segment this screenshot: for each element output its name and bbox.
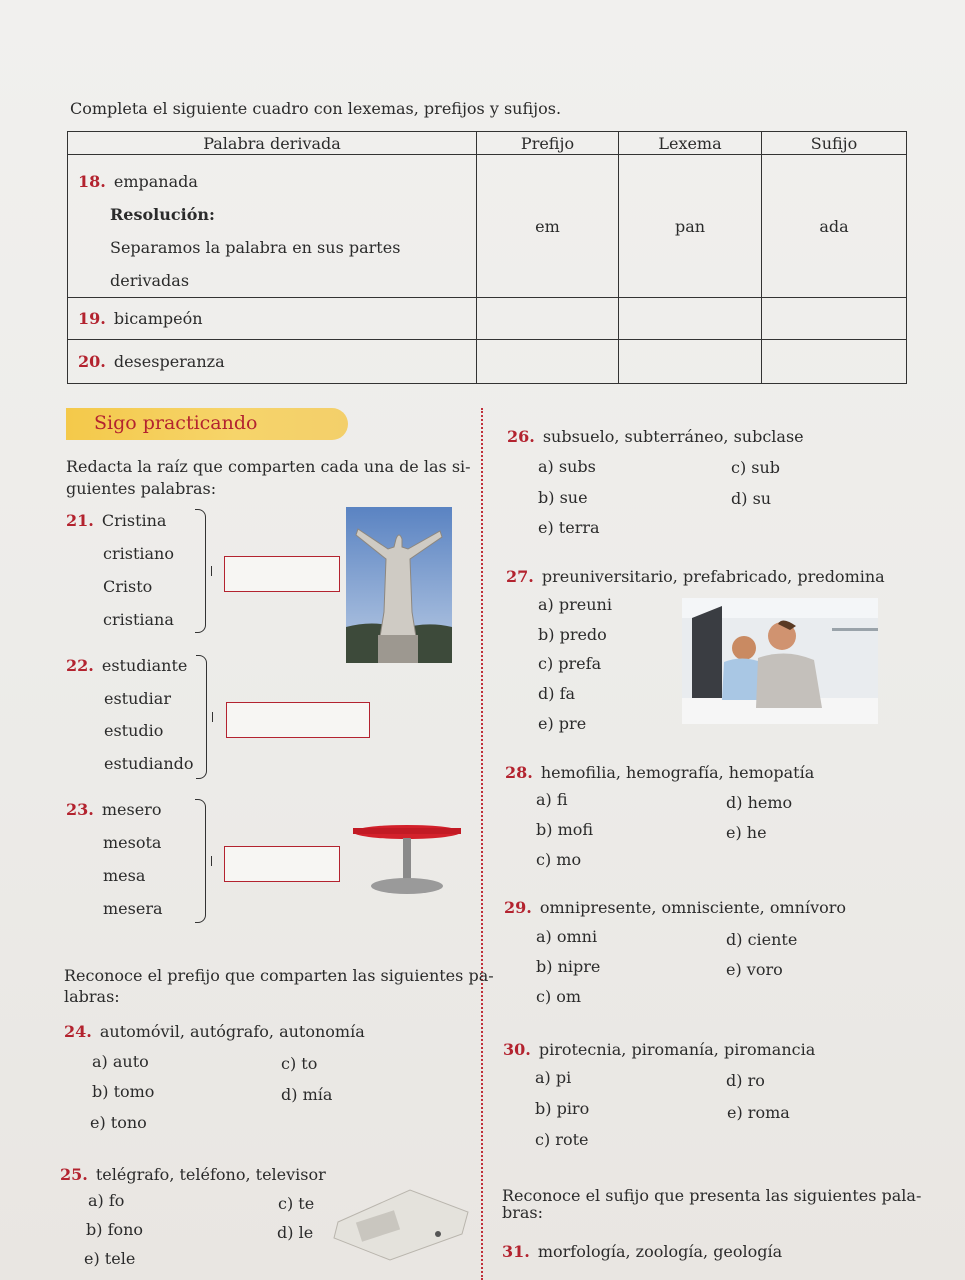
q27-text: preuniversitario, prefabricado, predomina	[541, 567, 885, 586]
row19-prefijo-input[interactable]	[477, 298, 619, 340]
table-furniture-image	[352, 822, 462, 898]
q30-option-d[interactable]: d) ro	[726, 1071, 765, 1090]
q21-word-3: Cristo	[103, 577, 153, 596]
q28-text: hemofilia, hemografía, hemopatía	[540, 763, 815, 782]
q21-answer-box[interactable]	[224, 556, 340, 592]
q26-number: 26.	[507, 427, 535, 446]
q27-option-e[interactable]: e) pre	[538, 714, 587, 733]
row20-lexema-input[interactable]	[619, 340, 762, 384]
header-palabra: Palabra derivada	[68, 132, 477, 155]
q24-option-c[interactable]: c) to	[281, 1054, 318, 1073]
row18-word-cell	[68, 155, 477, 298]
q30-question	[503, 1040, 815, 1060]
q29-question	[504, 898, 846, 918]
q26-option-e[interactable]: e) terra	[538, 518, 600, 537]
row18-lexema: pan	[619, 155, 762, 298]
header-sufijo: Sufijo	[762, 132, 907, 155]
resolution-text: Separamos la palabra en sus partes derivadas	[110, 238, 401, 290]
q19-word: bicampeón	[113, 309, 203, 328]
q30-number: 30.	[503, 1040, 531, 1059]
q20-number: 20.	[78, 352, 106, 371]
q28-option-c[interactable]: c) mo	[536, 850, 582, 869]
q19-number: 19.	[78, 309, 106, 328]
instruction-roots-line1: Redacta la raíz que comparten cada una de las si-	[66, 457, 471, 476]
q24-number: 24.	[64, 1022, 92, 1041]
q27-option-b[interactable]: b) predo	[538, 625, 607, 644]
q29-option-a[interactable]: a) omni	[536, 927, 598, 946]
q29-option-e[interactable]: e) voro	[726, 960, 783, 979]
table-row	[68, 155, 907, 298]
instruction-prefix-line2: labras:	[64, 987, 120, 1006]
banner-title: Sigo practicando	[94, 412, 258, 434]
q20-word: desesperanza	[113, 352, 225, 371]
q25-option-d[interactable]: d) le	[277, 1223, 314, 1242]
q28-question	[505, 763, 814, 783]
q25-number: 25.	[60, 1165, 88, 1184]
q22-number: 22.	[66, 656, 94, 675]
q25-option-e[interactable]: e) tele	[84, 1249, 136, 1268]
q23-word-1	[66, 800, 161, 820]
table-header-row	[68, 132, 907, 155]
q30-option-e[interactable]: e) roma	[727, 1103, 790, 1122]
q22-word-1	[66, 656, 187, 676]
instruction-prefix-line1: Reconoce el prefijo que comparten las siguientes pa-	[64, 966, 494, 985]
q30-option-b[interactable]: b) piro	[535, 1099, 590, 1118]
q29-text: omnipresente, omnisciente, omnívoro	[539, 898, 847, 917]
q21-number: 21.	[66, 511, 94, 530]
instruction-suffix-line1: Reconoce el sufijo que presenta las siguientes pala-	[502, 1186, 922, 1205]
column-divider	[481, 408, 483, 1280]
q22-word-3: estudio	[104, 721, 164, 740]
row20-sufijo-input[interactable]	[762, 340, 907, 384]
row19-word-cell	[68, 298, 477, 340]
q28-option-e[interactable]: e) he	[726, 823, 767, 842]
q24-option-a[interactable]: a) auto	[92, 1052, 149, 1071]
q30-text: pirotecnia, piromanía, piromancia	[538, 1040, 816, 1059]
q29-option-c[interactable]: c) om	[536, 987, 582, 1006]
q21-brace	[195, 509, 206, 633]
q27-number: 27.	[506, 567, 534, 586]
q21-word-4: cristiana	[103, 610, 174, 629]
q28-option-b[interactable]: b) mofi	[536, 820, 594, 839]
q23-word-text: mesero	[101, 800, 162, 819]
q27-option-a[interactable]: a) preuni	[538, 595, 612, 614]
row18-sufijo: ada	[762, 155, 907, 298]
q22-answer-box[interactable]	[226, 702, 370, 738]
q26-option-b[interactable]: b) sue	[538, 488, 588, 507]
q24-option-e[interactable]: e) tono	[90, 1113, 147, 1132]
fax-machine-image	[330, 1182, 470, 1262]
q22-word-text: estudiante	[101, 656, 188, 675]
row19-sufijo-input[interactable]	[762, 298, 907, 340]
q23-answer-box[interactable]	[224, 846, 340, 882]
table-row	[68, 340, 907, 384]
q26-option-c[interactable]: c) sub	[731, 458, 781, 477]
q23-brace	[195, 799, 206, 923]
q22-word-4: estudiando	[104, 754, 194, 773]
q23-word-2: mesota	[103, 833, 162, 852]
table-row	[68, 298, 907, 340]
instruction-roots-line2: guientes palabras:	[66, 479, 217, 498]
q24-option-b[interactable]: b) tomo	[92, 1082, 155, 1101]
q31-number: 31.	[502, 1242, 530, 1261]
q29-number: 29.	[504, 898, 532, 917]
q26-option-a[interactable]: a) subs	[538, 457, 596, 476]
q18-word: empanada	[113, 172, 198, 191]
q30-option-c[interactable]: c) rote	[535, 1130, 589, 1149]
q27-option-c[interactable]: c) prefa	[538, 654, 602, 673]
q24-question	[64, 1022, 365, 1042]
q25-option-b[interactable]: b) fono	[86, 1220, 144, 1239]
table-instruction: Completa el siguiente cuadro con lexemas, prefijos y sufijos.	[70, 99, 562, 118]
section-banner	[66, 408, 348, 440]
q29-option-d[interactable]: d) ciente	[726, 930, 798, 949]
q31-question	[502, 1242, 782, 1262]
row19-lexema-input[interactable]	[619, 298, 762, 340]
q23-number: 23.	[66, 800, 94, 819]
q26-text: subsuelo, subterráneo, subclase	[542, 427, 804, 446]
row20-prefijo-input[interactable]	[477, 340, 619, 384]
q21-word-text: Cristina	[101, 511, 167, 530]
q28-option-d[interactable]: d) hemo	[726, 793, 793, 812]
q31-text: morfología, zoología, geología	[537, 1242, 783, 1261]
q25-question	[60, 1165, 326, 1185]
q28-number: 28.	[505, 763, 533, 782]
q28-option-a[interactable]: a) fi	[536, 790, 568, 809]
row20-word-cell	[68, 340, 477, 384]
header-lexema: Lexema	[619, 132, 762, 155]
q18-number: 18.	[78, 172, 106, 191]
lexeme-table	[67, 131, 907, 384]
christ-statue-image	[346, 507, 452, 663]
q23-word-3: mesa	[103, 866, 146, 885]
q30-option-a[interactable]: a) pi	[535, 1068, 572, 1087]
q25-option-c[interactable]: c) te	[278, 1194, 315, 1213]
q25-text: telégrafo, teléfono, televisor	[95, 1165, 326, 1184]
q27-question	[506, 567, 885, 587]
q22-brace	[196, 655, 207, 779]
q22-word-2: estudiar	[104, 689, 171, 708]
q24-text: automóvil, autógrafo, autonomía	[99, 1022, 365, 1041]
q26-option-d[interactable]: d) su	[731, 489, 772, 508]
row18-prefijo: em	[477, 155, 619, 298]
q25-option-a[interactable]: a) fo	[88, 1191, 125, 1210]
q26-question	[507, 427, 804, 447]
q21-word-2: cristiano	[103, 544, 174, 563]
q27-option-d[interactable]: d) fa	[538, 684, 576, 703]
q24-option-d[interactable]: d) mía	[281, 1085, 333, 1104]
header-prefijo: Prefijo	[477, 132, 619, 155]
q21-word-1	[66, 511, 166, 531]
q29-option-b[interactable]: b) nipre	[536, 957, 601, 976]
q23-word-4: mesera	[103, 899, 163, 918]
students-computer-image	[682, 598, 878, 724]
instruction-suffix-line2: bras:	[502, 1203, 544, 1222]
resolution-label: Resolución:	[110, 205, 215, 224]
